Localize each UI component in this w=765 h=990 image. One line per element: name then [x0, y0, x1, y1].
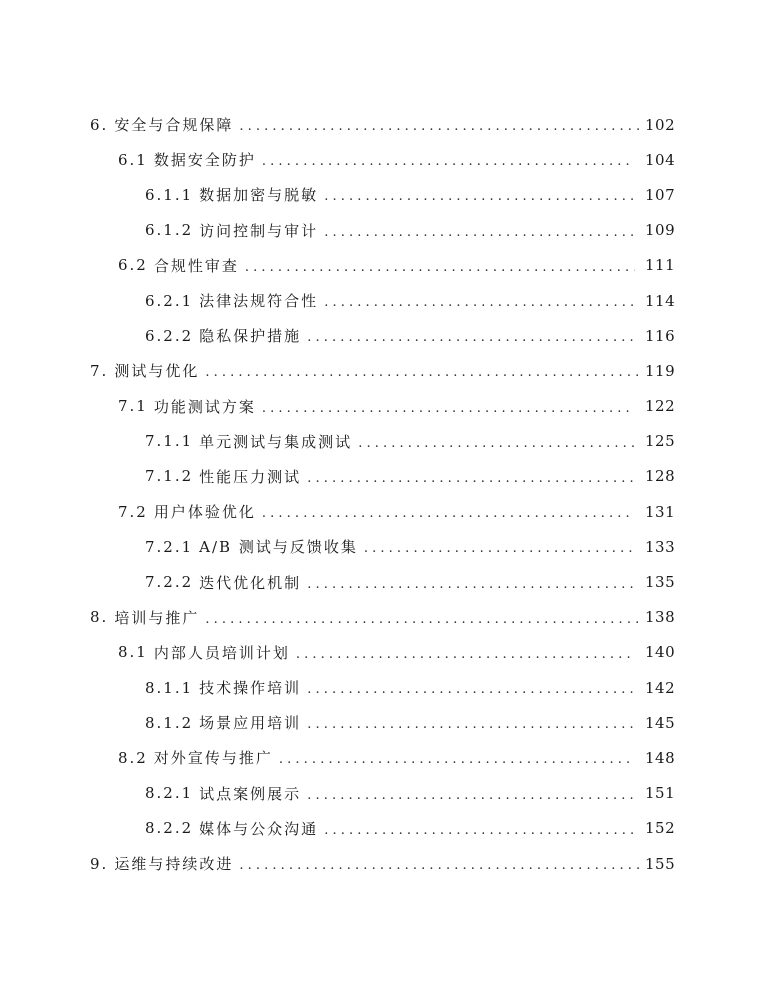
toc-entry-number: 7. — [90, 361, 109, 380]
toc-entry-page: 109 — [645, 221, 676, 240]
toc-entry-title: 培训与推广 — [114, 608, 200, 627]
toc-leader-dots — [324, 823, 635, 838]
toc-entry-page: 148 — [645, 748, 676, 767]
toc-entry-page: 151 — [645, 784, 676, 803]
toc-leader-dots — [245, 260, 635, 275]
toc-entry[interactable] — [0, 529, 765, 564]
toc-entry-title: 技术操作培训 — [199, 679, 302, 698]
toc-leader-dots — [239, 119, 641, 134]
toc-entry[interactable] — [0, 564, 765, 599]
toc-entry-page: 155 — [645, 854, 676, 873]
toc-leader-dots — [324, 225, 635, 240]
toc-entry-title: 对外宣传与推广 — [153, 749, 273, 768]
toc-entry-page: 104 — [645, 150, 676, 169]
toc-entry-number: 7.2.2 — [145, 573, 194, 592]
toc-entry-number: 8.1 — [118, 643, 148, 662]
toc-entry-title: 隐私保护措施 — [199, 327, 302, 346]
toc-entry-page: 138 — [645, 608, 676, 627]
toc-entry-title: 媒体与公众沟通 — [199, 819, 319, 838]
table-of-contents — [0, 107, 765, 881]
toc-entry-title: 测试与优化 — [114, 362, 200, 381]
toc-entry-page: 140 — [645, 643, 676, 662]
toc-leader-dots — [262, 154, 635, 169]
toc-entry-number: 7.2.1 — [145, 537, 194, 556]
toc-entry-title: 功能测试方案 — [153, 397, 256, 416]
toc-leader-dots — [296, 647, 635, 662]
toc-entry[interactable] — [0, 494, 765, 529]
toc-entry-title: A/B 测试与反馈收集 — [199, 538, 358, 557]
toc-entry-number: 7.2 — [118, 502, 148, 521]
toc-entry[interactable] — [0, 846, 765, 881]
toc-leader-dots — [307, 577, 635, 592]
toc-entry-number: 6.1.2 — [145, 221, 194, 240]
toc-entry-number: 8.1.1 — [145, 678, 194, 697]
toc-entry-title: 用户体验优化 — [153, 503, 256, 522]
toc-entry-number: 8.2.2 — [145, 819, 194, 838]
toc-entry-number: 8.2.1 — [145, 784, 194, 803]
toc-entry-page: 102 — [645, 115, 676, 134]
toc-leader-dots — [262, 506, 635, 521]
toc-entry[interactable] — [0, 142, 765, 177]
toc-entry-number: 7.1.1 — [145, 432, 194, 451]
toc-entry-page: 119 — [645, 361, 676, 380]
toc-leader-dots — [205, 365, 641, 380]
toc-entry-page: 145 — [645, 713, 676, 732]
toc-entry-number: 8.1.2 — [145, 713, 194, 732]
toc-leader-dots — [205, 612, 641, 627]
toc-entry[interactable] — [0, 811, 765, 846]
toc-entry-page: 114 — [645, 291, 676, 310]
toc-entry[interactable] — [0, 353, 765, 388]
toc-leader-dots — [307, 788, 635, 803]
toc-entry-title: 访问控制与审计 — [199, 221, 319, 240]
toc-entry-number: 8. — [90, 608, 109, 627]
toc-entry[interactable] — [0, 283, 765, 318]
toc-entry-title: 单元测试与集成测试 — [199, 432, 353, 451]
toc-entry-title: 法律法规符合性 — [199, 292, 319, 311]
toc-leader-dots — [307, 330, 635, 345]
toc-entry-page: 116 — [645, 326, 676, 345]
toc-entry-title: 内部人员培训计划 — [153, 643, 290, 662]
toc-entry-page: 133 — [645, 537, 676, 556]
toc-leader-dots — [324, 189, 635, 204]
toc-entry[interactable] — [0, 389, 765, 424]
toc-entry[interactable] — [0, 670, 765, 705]
toc-leader-dots — [307, 471, 635, 486]
toc-entry-page: 135 — [645, 573, 676, 592]
toc-entry[interactable] — [0, 248, 765, 283]
toc-entry-title: 场景应用培训 — [199, 714, 302, 733]
toc-entry-number: 7.1.2 — [145, 467, 194, 486]
toc-entry-page: 152 — [645, 819, 676, 838]
toc-entry-title: 安全与合规保障 — [114, 116, 234, 135]
toc-entry-number: 7.1 — [118, 397, 148, 416]
toc-entry[interactable] — [0, 177, 765, 212]
toc-entry-title: 性能压力测试 — [199, 467, 302, 486]
toc-leader-dots — [239, 858, 641, 873]
toc-entry-number: 8.2 — [118, 748, 148, 767]
toc-entry-page: 142 — [645, 678, 676, 697]
toc-entry-page: 131 — [645, 502, 676, 521]
toc-entry-number: 9. — [90, 854, 109, 873]
toc-entry-number: 6.2.1 — [145, 291, 194, 310]
toc-entry-number: 6.1.1 — [145, 185, 194, 204]
toc-entry-title: 数据安全防护 — [153, 151, 256, 170]
toc-entry-page: 128 — [645, 467, 676, 486]
toc-entry-page: 122 — [645, 397, 676, 416]
toc-entry[interactable] — [0, 318, 765, 353]
toc-entry-number: 6.2.2 — [145, 326, 194, 345]
toc-entry-number: 6.2 — [118, 256, 148, 275]
toc-leader-dots — [279, 752, 635, 767]
toc-entry-page: 107 — [645, 185, 676, 204]
toc-entry-title: 迭代优化机制 — [199, 573, 302, 592]
toc-entry-number: 6. — [90, 115, 109, 134]
toc-leader-dots — [307, 717, 635, 732]
toc-entry-title: 数据加密与脱敏 — [199, 186, 319, 205]
toc-entry[interactable] — [0, 776, 765, 811]
toc-entry[interactable] — [0, 213, 765, 248]
toc-entry[interactable] — [0, 107, 765, 142]
toc-entry-title: 运维与持续改进 — [114, 855, 234, 874]
toc-leader-dots — [324, 295, 635, 310]
toc-entry-page: 111 — [645, 256, 676, 275]
toc-entry[interactable] — [0, 424, 765, 459]
toc-leader-dots — [358, 436, 635, 451]
toc-entry[interactable] — [0, 740, 765, 775]
toc-entry[interactable] — [0, 635, 765, 670]
toc-entry-number: 6.1 — [118, 150, 148, 169]
toc-leader-dots — [262, 401, 635, 416]
toc-entry[interactable] — [0, 705, 765, 740]
toc-entry[interactable] — [0, 459, 765, 494]
toc-entry-title: 试点案例展示 — [199, 784, 302, 803]
toc-entry-page: 125 — [645, 432, 676, 451]
toc-entry-title: 合规性审查 — [153, 256, 239, 275]
toc-leader-dots — [307, 682, 635, 697]
toc-entry[interactable] — [0, 600, 765, 635]
toc-leader-dots — [364, 541, 635, 556]
